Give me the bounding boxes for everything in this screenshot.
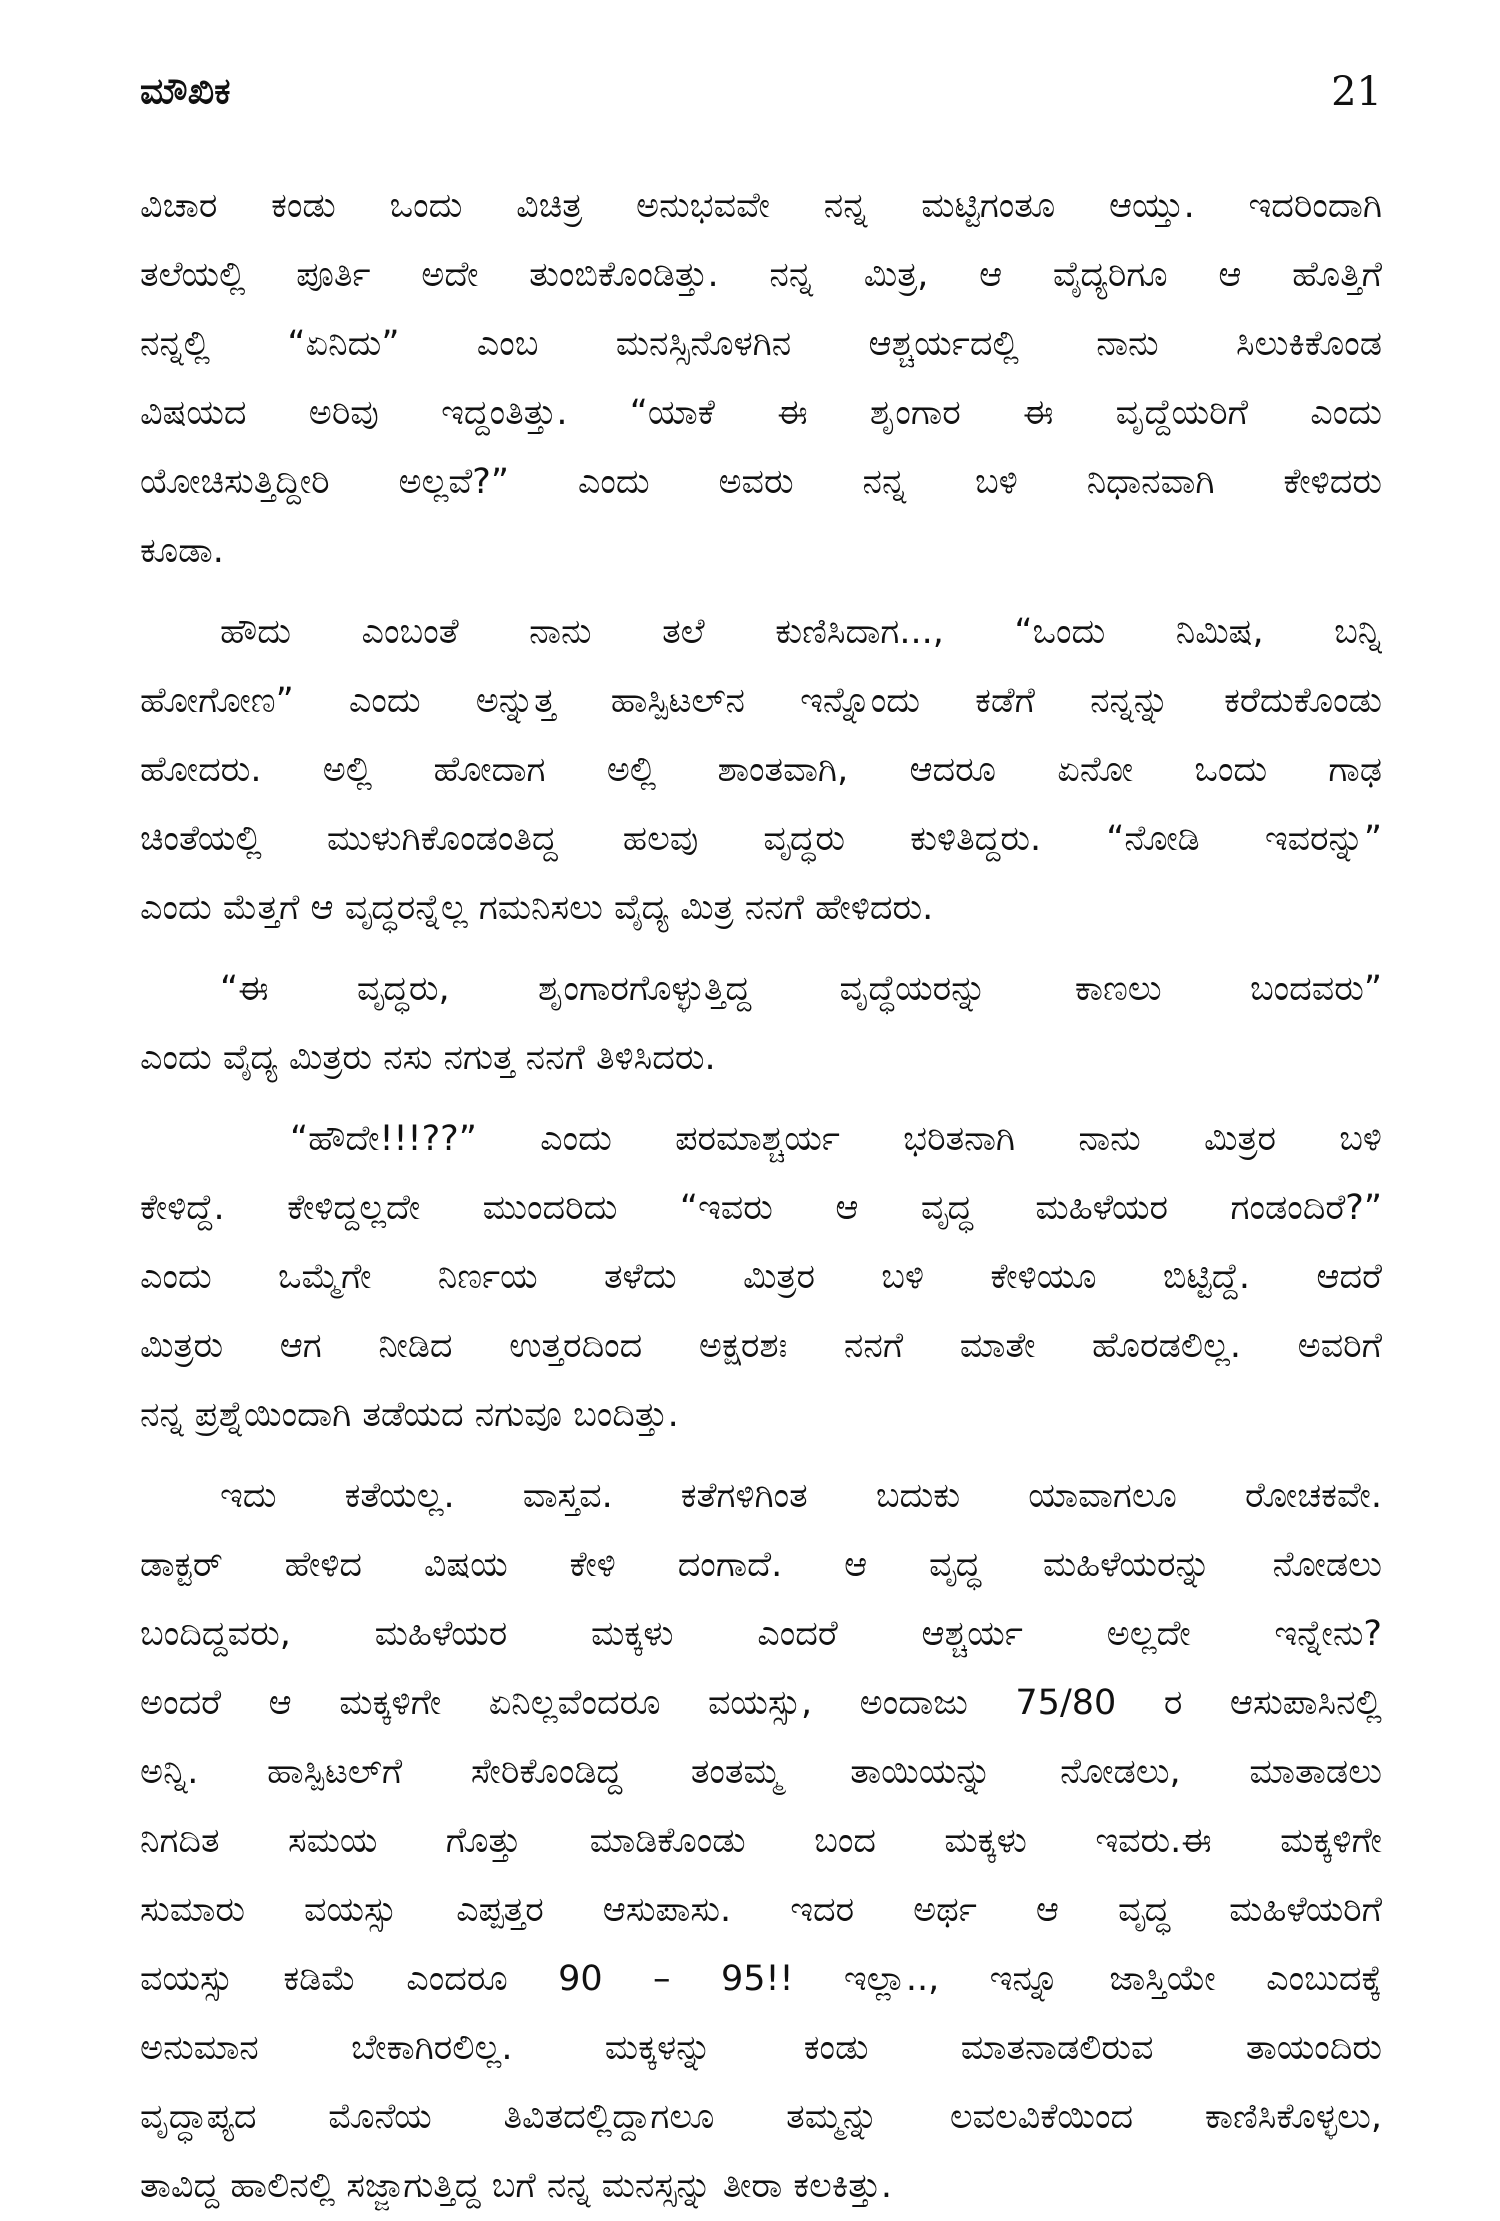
text-line: ವಯಸ್ಸು ಕಡಿಮೆ ಎಂದರೂ 90 – 95!! ಇಲ್ಲಾ.., ಇನ್ನೂ ಜಾಸ್ತಿಯೇ ಎಂಬುದಕ್ಕೆ (140, 1959, 1382, 1999)
text-line: ಬಂದಿದ್ದವರು, ಮಹಿಳೆಯರ ಮಕ್ಕಳು ಎಂದರೆ ಆಶ್ಚರ್ಯ ಅಲ್ಲದೇ ಇನ್ನೇನು? (140, 1614, 1382, 1654)
text-line: ಇದು ಕತೆಯಲ್ಲ. ವಾಸ್ತವ. ಕತೆಗಳಿಗಿಂತ ಬದುಕು ಯಾವಾಗಲೂ ರೋಚಕವೇ. (220, 1476, 1382, 1516)
body-text (140, 172, 1382, 2221)
text-line: ತಲೆಯಲ್ಲಿ ಪೂರ್ತಿ ಅದೇ ತುಂಬಿಕೊಂಡಿತ್ತು. ನನ್ನ ಮಿತ್ರ, ಆ ವೈದ್ಯರಿಗೂ ಆ ಹೊತ್ತಿಗೆ (140, 255, 1382, 295)
text-line: ಕೂಡಾ. (140, 531, 224, 571)
text-line: “ಈ ವೃದ್ಧರು, ಶೃಂಗಾರಗೊಳ್ಳುತ್ತಿದ್ದ ವೃದ್ಧೆಯರನ್ನು ಕಾಣಲು ಬಂದವರು” (220, 969, 1382, 1009)
text-line: ನನ್ನಲ್ಲಿ “ಏನಿದು” ಎಂಬ ಮನಸ್ಸಿನೊಳಗಿನ ಆಶ್ಚರ್ಯದಲ್ಲಿ ನಾನು ಸಿಲುಕಿಕೊಂಡ (140, 324, 1382, 364)
text-line: ಅಂದರೆ ಆ ಮಕ್ಕಳಿಗೇ ಏನಿಲ್ಲವೆಂದರೂ ವಯಸ್ಸು, ಅಂದಾಜು 75/80 ರ ಆಸುಪಾಸಿನಲ್ಲಿ (140, 1683, 1382, 1723)
text-line: ಮಿತ್ರರು ಆಗ ನೀಡಿದ ಉತ್ತರದಿಂದ ಅಕ್ಷರಶಃ ನನಗೆ ಮಾತೇ ಹೊರಡಲಿಲ್ಲ. ಅವರಿಗೆ (140, 1326, 1382, 1366)
text-line: ಅನುಮಾನ ಬೇಕಾಗಿರಲಿಲ್ಲ. ಮಕ್ಕಳನ್ನು ಕಂಡು ಮಾತನಾಡಲಿರುವ ತಾಯಂದಿರು (140, 2028, 1382, 2068)
text-line: ಹೋಗೋಣ” ಎಂದು ಅನ್ನುತ್ತ ಹಾಸ್ಪಿಟಲ್‌ನ ಇನ್ನೊಂದು ಕಡೆಗೆ ನನ್ನನ್ನು ಕರೆದುಕೊಂಡು (140, 681, 1382, 721)
text-line: ಸುಮಾರು ವಯಸ್ಸು ಎಪ್ಪತ್ತರ ಆಸುಪಾಸು. ಇದರ ಅರ್ಥ ಆ ವೃದ್ಧ ಮಹಿಳೆಯರಿಗೆ (140, 1890, 1382, 1930)
page-number: 21 (1331, 69, 1382, 115)
text-line: ಎಂದು ವೈದ್ಯ ಮಿತ್ರರು ನಸು ನಗುತ್ತ ನನಗೆ ತಿಳಿಸಿದರು. (140, 1038, 716, 1078)
text-line: ಯೋಚಿಸುತ್ತಿದ್ದೀರಿ ಅಲ್ಲವೆ?” ಎಂದು ಅವರು ನನ್ನ ಬಳಿ ನಿಧಾನವಾಗಿ ಕೇಳಿದರು (140, 462, 1382, 502)
text-line: ವಿಷಯದ ಅರಿವು ಇದ್ದಂತಿತ್ತು. “ಯಾಕೆ ಈ ಶೃಂಗಾರ ಈ ವೃದ್ದೆಯರಿಗೆ ಎಂದು (140, 393, 1382, 433)
text-line: ವಿಚಾರ ಕಂಡು ಒಂದು ವಿಚಿತ್ರ ಅನುಭವವೇ ನನ್ನ ಮಟ್ಟಿಗಂತೂ ಆಯ್ತು. ಇದರಿಂದಾಗಿ (140, 186, 1382, 226)
text-line: ನನ್ನ ಪ್ರಶ್ನೆಯಿಂದಾಗಿ ತಡೆಯದ ನಗುವೂ ಬಂದಿತ್ತು. (140, 1395, 679, 1435)
paragraph (140, 955, 1382, 1093)
paragraph (140, 1462, 1382, 2221)
text-line: ಹೋದರು. ಅಲ್ಲಿ ಹೋದಾಗ ಅಲ್ಲಿ ಶಾಂತವಾಗಿ, ಆದರೂ ಏನೋ ಒಂದು ಗಾಢ (140, 750, 1382, 790)
text-line: ನಿಗದಿತ ಸಮಯ ಗೊತ್ತು ಮಾಡಿಕೊಂಡು ಬಂದ ಮಕ್ಕಳು ಇವರು.ಈ ಮಕ್ಕಳಿಗೇ (140, 1821, 1382, 1861)
paragraph (140, 1105, 1382, 1450)
text-line: ಹೌದು ಎಂಬಂತೆ ನಾನು ತಲೆ ಕುಣಿಸಿದಾಗ..., “ಒಂದು ನಿಮಿಷ, ಬನ್ನಿ (220, 612, 1382, 652)
text-line: ಅನ್ನಿ. ಹಾಸ್ಪಿಟಲ್‌ಗೆ ಸೇರಿಕೊಂಡಿದ್ದ ತಂತಮ್ಮ ತಾಯಿಯನ್ನು ನೋಡಲು, ಮಾತಾಡಲು (140, 1752, 1382, 1792)
paragraph (140, 172, 1382, 586)
text-line: ಎಂದು ಒಮ್ಮೆಗೇ ನಿರ್ಣಯ ತಳೆದು ಮಿತ್ರರ ಬಳಿ ಕೇಳಿಯೂ ಬಿಟ್ಟಿದ್ದೆ. ಆದರೆ (140, 1257, 1382, 1297)
paragraph-gap (140, 1450, 1382, 1462)
running-head: ಮೌಖಿಕ (140, 71, 231, 112)
text-line: ಕೇಳಿದ್ದೆ. ಕೇಳಿದ್ದಲ್ಲದೇ ಮುಂದರಿದು “ಇವರು ಆ ವೃದ್ಧ ಮಹಿಳೆಯರ ಗಂಡಂದಿರೆ?” (140, 1188, 1382, 1228)
text-line: ವೃದ್ಧಾಪ್ಯದ ಮೊನೆಯ ತಿವಿತದಲ್ಲಿದ್ದಾಗಲೂ ತಮ್ಮನ್ನು ಲವಲವಿಕೆಯಿಂದ ಕಾಣಿಸಿಕೊಳ್ಳಲು, (140, 2097, 1382, 2137)
text-line: ಚಿಂತೆಯಲ್ಲಿ ಮುಳುಗಿಕೊಂಡಂತಿದ್ದ ಹಲವು ವೃದ್ಧರು ಕುಳಿತಿದ್ದರು. “ನೋಡಿ ಇವರನ್ನು” (140, 819, 1382, 859)
text-line: ಡಾಕ್ಟರ್ ಹೇಳಿದ ವಿಷಯ ಕೇಳಿ ದಂಗಾದೆ. ಆ ವೃದ್ಧ ಮಹಿಳೆಯರನ್ನು ನೋಡಲು (140, 1545, 1382, 1585)
text-line: ತಾವಿದ್ದ ಹಾಲಿನಲ್ಲಿ ಸಜ್ಜಾಗುತ್ತಿದ್ದ ಬಗೆ ನನ್ನ ಮನಸ್ಸನ್ನು ತೀರಾ ಕಲಕಿತ್ತು. (140, 2166, 892, 2206)
paragraph (140, 598, 1382, 943)
paragraph-gap (140, 586, 1382, 598)
text-line: “ಹೌದೇ!!!??” ಎಂದು ಪರಮಾಶ್ಚರ್ಯ ಭರಿತನಾಗಿ ನಾನು ಮಿತ್ರರ ಬಳಿ (290, 1119, 1382, 1159)
paragraph-gap (140, 1093, 1382, 1105)
paragraph-gap (140, 943, 1382, 955)
text-line: ಎಂದು ಮೆತ್ತಗೆ ಆ ವೃದ್ಧರನ್ನೆಲ್ಲ ಗಮನಿಸಲು ವೈದ್ಯ ಮಿತ್ರ ನನಗೆ ಹೇಳಿದರು. (140, 888, 934, 928)
